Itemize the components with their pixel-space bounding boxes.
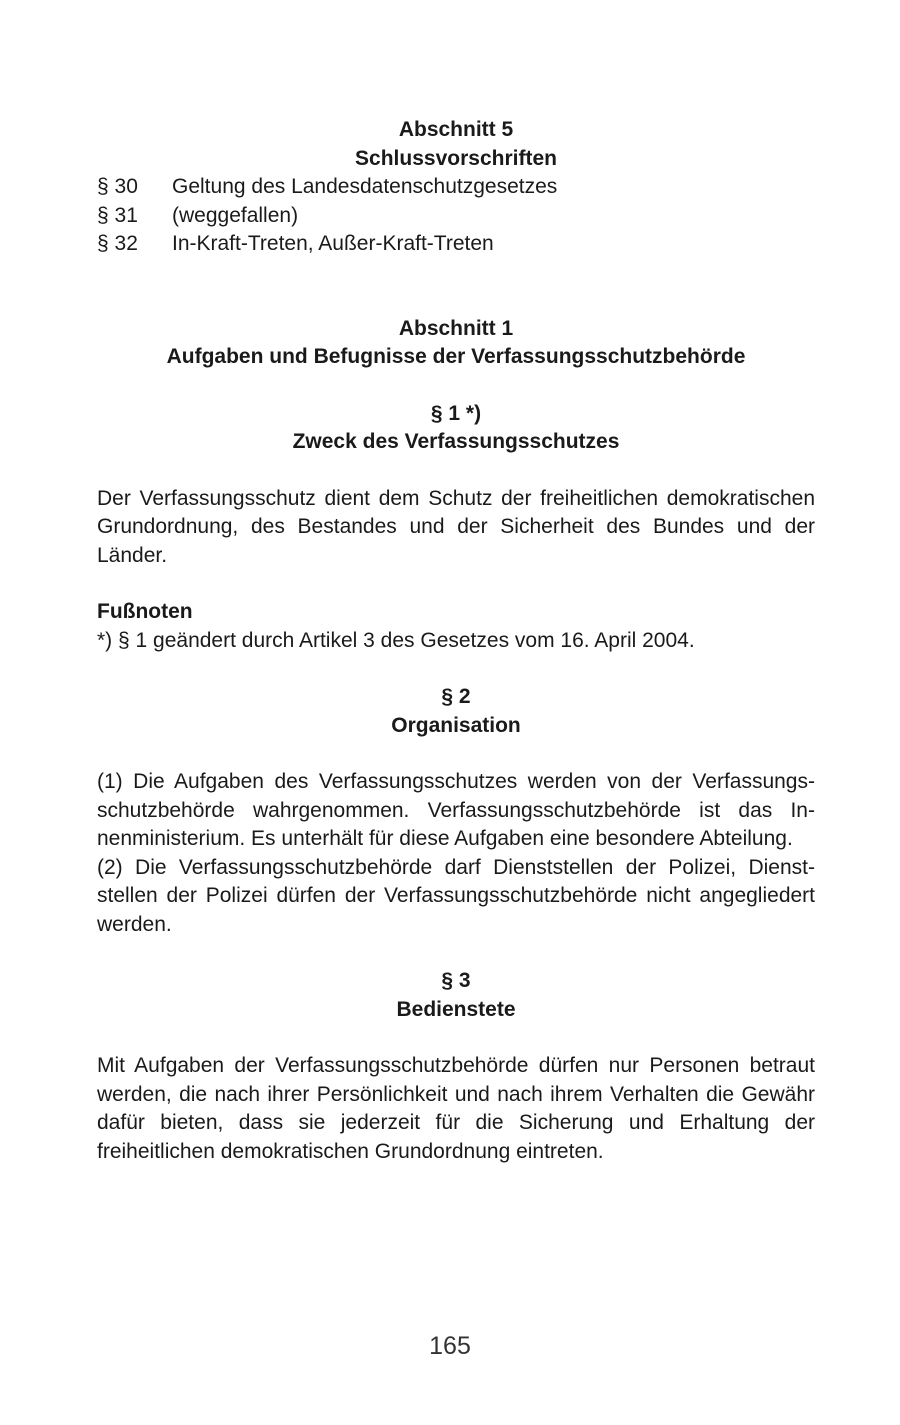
toc-section-heading bbox=[97, 116, 815, 173]
toc-section-title: Schlussvorschriften bbox=[355, 146, 557, 170]
paragraph-2-clause-1: (1) Die Aufgaben des Verfassungsschutzes werden von der Verfassungsschutzbehörde wahrgenommen. Verfassungsschutzbehörde ist das Innenministerium. Es unterhält für diese Aufgaben eine besondere Abteilung. bbox=[97, 770, 815, 850]
page-content bbox=[97, 116, 815, 1166]
toc-entry-number: § 30 bbox=[97, 175, 138, 198]
paragraph-1-text: Der Verfassungsschutz dient dem Schutz der freiheitlichen demokratischen Grundordnung, des Bestandes und der Sicherheit des Bundes und der Länder. bbox=[97, 486, 815, 567]
toc-section-number: Abschnitt 5 bbox=[398, 118, 514, 141]
toc-entry-number: § 31 bbox=[97, 203, 138, 227]
section-heading bbox=[97, 315, 815, 372]
footnote-text: *) § 1 geändert durch Artikel 3 des Gesetzes vom 16. April 2004. bbox=[97, 628, 695, 652]
toc-entry-title: Geltung des Landesdatenschutzgesetzes bbox=[172, 175, 558, 198]
footnote-heading: Fußnoten bbox=[97, 600, 193, 623]
paragraph-3-title: Bedienstete bbox=[396, 997, 516, 1021]
toc-entry bbox=[97, 202, 815, 231]
paragraph-1-number: § 1 *) bbox=[430, 401, 482, 425]
toc-entry-number: § 32 bbox=[97, 232, 138, 255]
paragraph-2-number: § 2 bbox=[441, 685, 471, 708]
page-number: 165 bbox=[429, 1332, 471, 1360]
paragraph-3-heading bbox=[97, 967, 815, 1024]
paragraph-2-heading bbox=[97, 683, 815, 740]
toc-entry bbox=[97, 230, 815, 259]
paragraph-1-heading bbox=[97, 400, 815, 457]
toc-entry-title: In-Kraft-Treten, Außer-Kraft-Treten bbox=[172, 232, 494, 255]
section-number: Abschnitt 1 bbox=[398, 316, 514, 340]
paragraph-3-text: Mit Aufgaben der Verfassungsschutzbehörde dürfen nur Personen betraut werden, die nach ihrer Persönlichkeit und nach ihrem Verhalten die Gewähr dafür bieten, dass sie jederzeit für die Sicherung und Erhaltung der freiheitlichen demokratischen Grundordnung eintreten. bbox=[97, 1054, 815, 1163]
paragraph-2-clause-2: (2) Die Verfassungsschutzbehörde darf Dienststellen der Polizei, Dienststellen der Polizei dürfen der Verfassungsschutzbehörde nicht angegliedert werden. bbox=[97, 855, 815, 936]
toc-list bbox=[97, 173, 815, 259]
paragraph-1-title: Zweck des Verfassungsschutzes bbox=[292, 430, 620, 453]
paragraph-2-title: Organisation bbox=[391, 713, 521, 737]
toc-entry bbox=[97, 173, 815, 202]
section-title: Aufgaben und Befugnisse der Verfassungsschutzbehörde bbox=[166, 345, 746, 368]
toc-entry-title: (weggefallen) bbox=[172, 203, 299, 227]
paragraph-3-number: § 3 bbox=[441, 969, 471, 992]
